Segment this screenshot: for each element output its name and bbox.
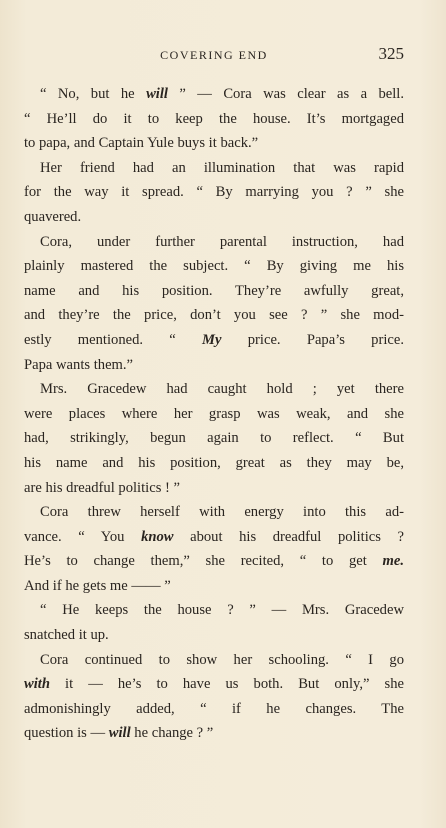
text-fragment: ” — Cora was clear as a bell.	[167, 86, 404, 102]
text-fragment: And if he gets me —— ”	[24, 577, 171, 594]
text-line	[24, 254, 404, 279]
text-line	[24, 377, 404, 402]
text-fragment: vance. “ You	[24, 528, 142, 545]
text-line	[24, 500, 404, 525]
running-head	[24, 42, 404, 66]
text-fragment: quavered.	[24, 208, 82, 225]
text-line	[24, 230, 404, 255]
text-fragment: for the way it spread. “ By marrying you ? ” she	[24, 184, 404, 201]
text-fragment: question is —	[24, 725, 109, 742]
text-line	[24, 476, 404, 501]
text-fragment: about his dreadful politics ?	[173, 528, 404, 545]
text-line	[24, 623, 404, 648]
text-line	[24, 549, 404, 574]
text-fragment: Cora threw herself with energy into this ad-	[40, 504, 404, 521]
text-line	[24, 574, 404, 599]
text-line	[24, 205, 404, 230]
text-fragment: and they’re the price, don’t you see ? ” she mod-	[24, 307, 404, 324]
italic-text: me.	[382, 553, 404, 570]
text-fragment: Cora continued to show her schooling. “ I go	[40, 651, 404, 668]
italic-text: know	[141, 528, 174, 545]
text-fragment: Cora, under further parental instruction, had	[40, 233, 404, 250]
text-line	[24, 328, 404, 353]
text-fragment: price. Papa’s price.	[221, 331, 404, 348]
text-fragment: estly mentioned. “	[24, 331, 203, 348]
text-fragment: are his dreadful politics ! ”	[24, 479, 181, 496]
text-fragment: to papa, and Captain Yule buys it back.”	[24, 135, 259, 152]
italic-text: My	[202, 331, 222, 348]
text-fragment: Papa wants them.”	[24, 356, 134, 373]
text-line	[24, 672, 404, 697]
text-fragment: “ He keeps the house ? ” — Mrs. Gracedew	[40, 602, 404, 619]
text-fragment: admonishingly added, “ if he changes. The	[24, 700, 404, 717]
text-line	[24, 402, 404, 427]
text-fragment: snatched it up.	[24, 627, 109, 644]
italic-text: will	[108, 725, 131, 742]
text-fragment: name and his position. They’re awfully great,	[24, 282, 404, 299]
page-number: 325	[378, 44, 404, 63]
text-line	[24, 598, 404, 623]
text-fragment: it — he’s to have us both. But only,” she	[49, 676, 404, 693]
text-fragment: his name and his position, great as they may be,	[24, 454, 404, 471]
text-line	[24, 279, 404, 304]
text-line	[24, 451, 404, 476]
italic-text: with	[24, 676, 50, 693]
italic-text: will	[146, 86, 168, 102]
text-fragment: were places where her grasp was weak, and she	[24, 405, 404, 422]
text-fragment: had, strikingly, begun again to reflect. “ But	[24, 430, 404, 447]
text-fragment: “ He’ll do it to keep the house. It’s mortgaged	[24, 110, 404, 127]
text-fragment: Mrs. Gracedew had caught hold ; yet there	[40, 381, 404, 398]
text-line	[24, 303, 404, 328]
text-line	[24, 525, 404, 550]
text-line	[24, 426, 404, 451]
text-fragment: “ No, but he	[40, 86, 147, 102]
body-text	[24, 82, 404, 746]
text-fragment: plainly mastered the subject. “ By giving me his	[24, 258, 404, 275]
text-line	[24, 180, 404, 205]
text-line	[24, 82, 404, 107]
text-line	[24, 721, 404, 746]
text-line	[24, 131, 404, 156]
text-fragment: He’s to change them,” she recited, “ to get	[24, 553, 383, 570]
text-line	[24, 156, 404, 181]
text-line	[24, 648, 404, 673]
text-line	[24, 107, 404, 132]
text-line	[24, 697, 404, 722]
text-line	[24, 353, 404, 378]
running-title: COVERING END	[160, 48, 268, 62]
text-fragment: he change ? ”	[130, 725, 214, 742]
text-fragment: Her friend had an illumination that was rapid	[40, 159, 404, 176]
